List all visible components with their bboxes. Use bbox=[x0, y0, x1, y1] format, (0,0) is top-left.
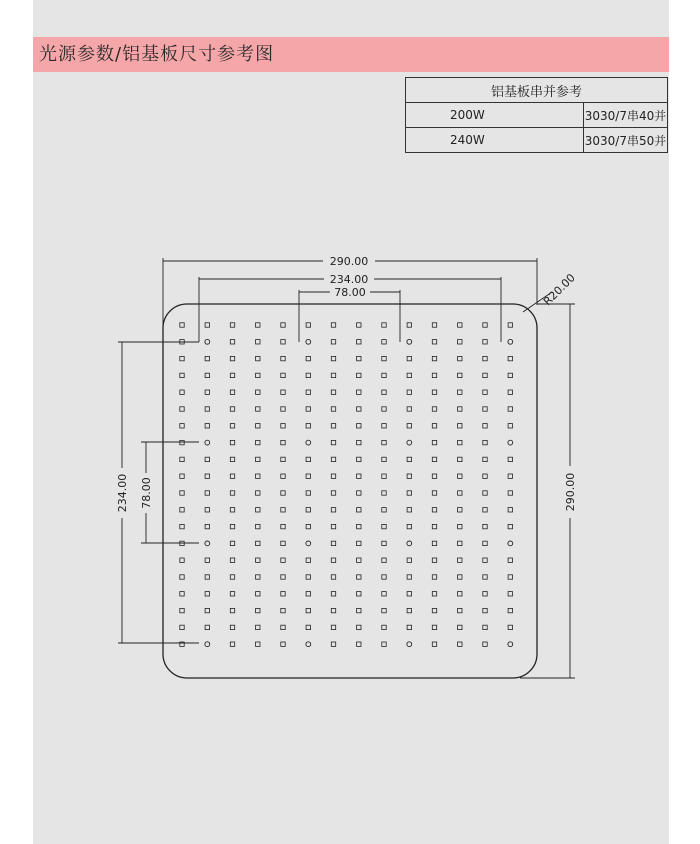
led-pad bbox=[458, 340, 462, 344]
led-pad bbox=[458, 642, 462, 646]
led-pad bbox=[205, 356, 209, 360]
led-pad bbox=[180, 407, 184, 411]
dim-label-radius: R20.00 bbox=[540, 271, 578, 309]
led-pad bbox=[508, 575, 512, 579]
config-cell: 3030/7串40并 bbox=[584, 103, 668, 128]
led-pad bbox=[483, 524, 487, 528]
led-pad bbox=[382, 608, 386, 612]
led-pad bbox=[331, 390, 335, 394]
led-pad bbox=[483, 491, 487, 495]
led-pad bbox=[180, 491, 184, 495]
led-pad bbox=[205, 491, 209, 495]
mounting-hole bbox=[407, 339, 412, 344]
mounting-hole bbox=[205, 541, 210, 546]
led-pad bbox=[205, 625, 209, 629]
led-pad bbox=[331, 474, 335, 478]
led-pad bbox=[407, 457, 411, 461]
led-pad bbox=[205, 407, 209, 411]
led-pad bbox=[256, 457, 260, 461]
led-pad bbox=[306, 575, 310, 579]
led-pad bbox=[458, 457, 462, 461]
led-pad bbox=[180, 508, 184, 512]
led-pad bbox=[357, 424, 361, 428]
led-pad bbox=[508, 424, 512, 428]
led-pad bbox=[458, 440, 462, 444]
led-pad bbox=[180, 323, 184, 327]
mounting-hole bbox=[306, 642, 311, 647]
led-pad bbox=[306, 474, 310, 478]
led-pad bbox=[230, 340, 234, 344]
led-pad bbox=[432, 491, 436, 495]
led-pad bbox=[281, 608, 285, 612]
led-pad bbox=[432, 541, 436, 545]
led-pad bbox=[508, 457, 512, 461]
mounting-hole bbox=[407, 541, 412, 546]
led-pad bbox=[432, 340, 436, 344]
led-pad bbox=[357, 575, 361, 579]
led-pad bbox=[256, 592, 260, 596]
led-pad bbox=[382, 440, 386, 444]
led-pad bbox=[281, 340, 285, 344]
led-pad bbox=[357, 390, 361, 394]
led-pad bbox=[331, 575, 335, 579]
dim-label-height-center: 78.00 bbox=[140, 477, 153, 509]
led-pad bbox=[382, 407, 386, 411]
led-pad bbox=[205, 373, 209, 377]
led-pad bbox=[483, 625, 487, 629]
led-pad bbox=[331, 592, 335, 596]
led-pad bbox=[306, 390, 310, 394]
led-pad bbox=[432, 592, 436, 596]
led-pad bbox=[508, 508, 512, 512]
mounting-hole bbox=[306, 541, 311, 546]
led-pad bbox=[331, 373, 335, 377]
led-pad bbox=[331, 642, 335, 646]
led-pad bbox=[180, 592, 184, 596]
dimension-height-hole-span bbox=[118, 342, 199, 643]
led-pad bbox=[230, 474, 234, 478]
led-pad bbox=[281, 491, 285, 495]
led-pad bbox=[256, 424, 260, 428]
led-pad bbox=[407, 608, 411, 612]
led-pad bbox=[306, 625, 310, 629]
mounting-hole bbox=[508, 541, 513, 546]
led-pad bbox=[382, 625, 386, 629]
led-pad bbox=[357, 356, 361, 360]
mounting-hole bbox=[407, 642, 412, 647]
led-pad bbox=[331, 356, 335, 360]
led-pad bbox=[281, 508, 285, 512]
led-pad bbox=[382, 642, 386, 646]
led-pad bbox=[382, 541, 386, 545]
led-pad bbox=[281, 356, 285, 360]
led-pad bbox=[230, 508, 234, 512]
led-pad bbox=[357, 541, 361, 545]
led-pad bbox=[382, 491, 386, 495]
led-pad bbox=[256, 508, 260, 512]
led-pad bbox=[205, 592, 209, 596]
led-pad bbox=[483, 440, 487, 444]
led-pad bbox=[230, 558, 234, 562]
led-pad bbox=[357, 457, 361, 461]
led-pad bbox=[230, 356, 234, 360]
led-pad bbox=[256, 625, 260, 629]
led-pad bbox=[483, 558, 487, 562]
led-pad bbox=[256, 608, 260, 612]
led-pad bbox=[180, 440, 184, 444]
led-pad bbox=[458, 558, 462, 562]
power-cell: 240W bbox=[406, 128, 584, 153]
led-pad bbox=[331, 457, 335, 461]
led-pad bbox=[432, 474, 436, 478]
led-pad bbox=[281, 407, 285, 411]
led-pad bbox=[407, 625, 411, 629]
led-pad bbox=[230, 541, 234, 545]
led-pad bbox=[180, 625, 184, 629]
led-pad bbox=[256, 642, 260, 646]
led-pad bbox=[458, 424, 462, 428]
led-pad bbox=[306, 592, 310, 596]
led-pad bbox=[180, 575, 184, 579]
led-pad bbox=[382, 424, 386, 428]
led-pad bbox=[432, 508, 436, 512]
led-pad bbox=[256, 524, 260, 528]
led-pad bbox=[483, 340, 487, 344]
led-pad bbox=[281, 558, 285, 562]
led-pad bbox=[357, 340, 361, 344]
led-pad bbox=[483, 457, 487, 461]
led-pad bbox=[205, 424, 209, 428]
led-pad bbox=[407, 390, 411, 394]
led-pad bbox=[382, 373, 386, 377]
led-pad bbox=[458, 390, 462, 394]
mounting-hole bbox=[407, 440, 412, 445]
led-pad bbox=[306, 424, 310, 428]
led-pad bbox=[382, 340, 386, 344]
board-outline bbox=[163, 304, 537, 678]
led-pad bbox=[180, 558, 184, 562]
led-pad bbox=[407, 474, 411, 478]
page-title: 光源参数/铝基板尺寸参考图 bbox=[39, 44, 275, 65]
led-pad bbox=[256, 474, 260, 478]
led-pad bbox=[483, 356, 487, 360]
led-pad bbox=[331, 508, 335, 512]
led-pad bbox=[357, 508, 361, 512]
led-pad bbox=[205, 558, 209, 562]
led-pad bbox=[306, 323, 310, 327]
led-pad bbox=[432, 390, 436, 394]
led-pad bbox=[432, 642, 436, 646]
led-pad bbox=[205, 457, 209, 461]
led-pad bbox=[432, 407, 436, 411]
led-pad bbox=[230, 625, 234, 629]
mounting-hole bbox=[306, 440, 311, 445]
led-pad bbox=[331, 558, 335, 562]
mounting-hole bbox=[205, 642, 210, 647]
led-pad bbox=[357, 407, 361, 411]
led-pad bbox=[331, 424, 335, 428]
dim-label-height-hole-span: 234.00 bbox=[116, 473, 129, 513]
led-pad bbox=[483, 373, 487, 377]
led-pad bbox=[256, 390, 260, 394]
led-pad bbox=[458, 524, 462, 528]
led-pad bbox=[205, 390, 209, 394]
led-pad bbox=[306, 407, 310, 411]
led-pad bbox=[230, 592, 234, 596]
led-pad bbox=[458, 592, 462, 596]
led-pad bbox=[180, 390, 184, 394]
led-pad bbox=[407, 373, 411, 377]
led-pad bbox=[281, 575, 285, 579]
led-pad bbox=[508, 474, 512, 478]
led-pad bbox=[331, 524, 335, 528]
led-pad bbox=[432, 323, 436, 327]
led-pad bbox=[357, 608, 361, 612]
led-pad bbox=[256, 356, 260, 360]
led-pad bbox=[508, 524, 512, 528]
led-pad bbox=[180, 457, 184, 461]
led-pad bbox=[382, 474, 386, 478]
led-pad bbox=[508, 407, 512, 411]
led-pad bbox=[331, 491, 335, 495]
led-pad bbox=[281, 541, 285, 545]
led-pad bbox=[256, 340, 260, 344]
led-pad bbox=[180, 356, 184, 360]
led-pad bbox=[205, 575, 209, 579]
led-pad bbox=[508, 592, 512, 596]
led-pad bbox=[256, 575, 260, 579]
led-pad bbox=[357, 642, 361, 646]
led-pad bbox=[407, 356, 411, 360]
led-pad bbox=[432, 625, 436, 629]
led-pad bbox=[256, 373, 260, 377]
led-pad bbox=[306, 524, 310, 528]
led-pad bbox=[357, 592, 361, 596]
led-pad bbox=[357, 373, 361, 377]
led-pad bbox=[508, 373, 512, 377]
led-pad bbox=[357, 558, 361, 562]
led-pad bbox=[483, 575, 487, 579]
led-pad bbox=[331, 323, 335, 327]
led-pad bbox=[331, 625, 335, 629]
led-pad bbox=[306, 356, 310, 360]
led-pad bbox=[281, 642, 285, 646]
led-pad bbox=[331, 440, 335, 444]
led-pad bbox=[483, 390, 487, 394]
led-pad bbox=[306, 373, 310, 377]
led-pad bbox=[458, 608, 462, 612]
power-cell: 200W bbox=[406, 103, 584, 128]
led-pad bbox=[306, 457, 310, 461]
led-pad bbox=[180, 424, 184, 428]
led-pad bbox=[281, 474, 285, 478]
led-pad bbox=[306, 491, 310, 495]
led-pad bbox=[357, 323, 361, 327]
led-pad bbox=[230, 642, 234, 646]
led-pad bbox=[281, 592, 285, 596]
led-pad bbox=[432, 440, 436, 444]
led-pad bbox=[483, 407, 487, 411]
led-pad bbox=[331, 608, 335, 612]
led-pad bbox=[281, 440, 285, 444]
led-pad bbox=[281, 373, 285, 377]
led-pad bbox=[382, 508, 386, 512]
led-pad bbox=[407, 524, 411, 528]
led-pad bbox=[508, 491, 512, 495]
led-pad bbox=[483, 474, 487, 478]
led-pad bbox=[180, 373, 184, 377]
led-pad bbox=[205, 323, 209, 327]
led-pad bbox=[432, 424, 436, 428]
mounting-hole bbox=[205, 339, 210, 344]
led-pad bbox=[407, 575, 411, 579]
led-pad bbox=[357, 524, 361, 528]
led-pad bbox=[331, 340, 335, 344]
led-pad bbox=[432, 558, 436, 562]
led-pad bbox=[382, 323, 386, 327]
led-pad bbox=[230, 457, 234, 461]
led-pad bbox=[407, 407, 411, 411]
led-pad bbox=[432, 524, 436, 528]
led-pad bbox=[281, 625, 285, 629]
led-pad bbox=[281, 524, 285, 528]
led-pad bbox=[306, 608, 310, 612]
led-pad bbox=[230, 440, 234, 444]
led-pad bbox=[382, 558, 386, 562]
led-pad bbox=[458, 474, 462, 478]
table-header: 铝基板串并参考 bbox=[406, 78, 668, 103]
led-pad bbox=[483, 323, 487, 327]
led-pad bbox=[331, 541, 335, 545]
led-pad bbox=[382, 356, 386, 360]
led-pad bbox=[432, 356, 436, 360]
led-pad bbox=[357, 625, 361, 629]
led-pad bbox=[306, 508, 310, 512]
led-pad bbox=[382, 457, 386, 461]
led-pad bbox=[205, 508, 209, 512]
led-pad bbox=[458, 508, 462, 512]
led-pad bbox=[205, 608, 209, 612]
led-pad bbox=[432, 575, 436, 579]
led-pad-grid bbox=[180, 323, 513, 647]
led-pad bbox=[432, 608, 436, 612]
led-pad bbox=[256, 541, 260, 545]
led-pad bbox=[483, 424, 487, 428]
led-pad bbox=[432, 373, 436, 377]
led-pad bbox=[483, 608, 487, 612]
led-pad bbox=[483, 592, 487, 596]
led-pad bbox=[230, 390, 234, 394]
mounting-hole bbox=[205, 440, 210, 445]
led-pad bbox=[230, 575, 234, 579]
led-pad bbox=[382, 575, 386, 579]
mounting-hole bbox=[508, 642, 513, 647]
led-pad bbox=[458, 491, 462, 495]
led-pad bbox=[281, 457, 285, 461]
led-pad bbox=[407, 592, 411, 596]
led-pad bbox=[483, 642, 487, 646]
led-pad bbox=[205, 524, 209, 528]
led-pad bbox=[458, 323, 462, 327]
led-pad bbox=[508, 558, 512, 562]
dim-label-width-overall: 290.00 bbox=[329, 255, 369, 268]
led-pad bbox=[407, 558, 411, 562]
led-pad bbox=[508, 390, 512, 394]
led-pad bbox=[357, 474, 361, 478]
led-pad bbox=[458, 373, 462, 377]
led-pad bbox=[382, 390, 386, 394]
led-pad bbox=[256, 491, 260, 495]
led-pad bbox=[256, 440, 260, 444]
led-pad bbox=[458, 575, 462, 579]
dim-label-width-center: 78.00 bbox=[334, 286, 366, 299]
led-pad bbox=[331, 407, 335, 411]
led-pad bbox=[407, 323, 411, 327]
led-pad bbox=[205, 474, 209, 478]
led-pad bbox=[407, 491, 411, 495]
led-pad bbox=[508, 625, 512, 629]
led-pad bbox=[407, 424, 411, 428]
led-pad bbox=[458, 356, 462, 360]
led-pad bbox=[256, 323, 260, 327]
led-pad bbox=[281, 424, 285, 428]
mounting-hole bbox=[306, 339, 311, 344]
led-pad bbox=[306, 558, 310, 562]
led-pad bbox=[180, 608, 184, 612]
led-pad bbox=[508, 323, 512, 327]
dim-label-width-hole-span: 234.00 bbox=[329, 273, 369, 286]
led-pad bbox=[281, 323, 285, 327]
led-pad bbox=[256, 407, 260, 411]
led-pad bbox=[458, 407, 462, 411]
led-pad bbox=[230, 373, 234, 377]
led-pad bbox=[230, 491, 234, 495]
dim-label-height-overall: 290.00 bbox=[564, 472, 577, 512]
led-pad bbox=[382, 592, 386, 596]
led-pad bbox=[230, 407, 234, 411]
led-pad bbox=[458, 625, 462, 629]
led-pad bbox=[230, 323, 234, 327]
led-pad bbox=[483, 541, 487, 545]
led-pad bbox=[256, 558, 260, 562]
led-pad bbox=[357, 491, 361, 495]
led-pad bbox=[230, 524, 234, 528]
led-pad bbox=[281, 390, 285, 394]
mounting-hole bbox=[508, 339, 513, 344]
led-pad bbox=[407, 508, 411, 512]
led-pad bbox=[483, 508, 487, 512]
led-pad bbox=[458, 541, 462, 545]
config-cell: 3030/7串50并 bbox=[584, 128, 668, 153]
led-pad bbox=[357, 440, 361, 444]
led-pad bbox=[230, 424, 234, 428]
led-pad bbox=[180, 524, 184, 528]
led-pad bbox=[180, 474, 184, 478]
led-pad bbox=[508, 608, 512, 612]
led-pad bbox=[382, 524, 386, 528]
mounting-hole bbox=[508, 440, 513, 445]
led-pad bbox=[432, 457, 436, 461]
led-pad bbox=[230, 608, 234, 612]
led-pad bbox=[508, 356, 512, 360]
